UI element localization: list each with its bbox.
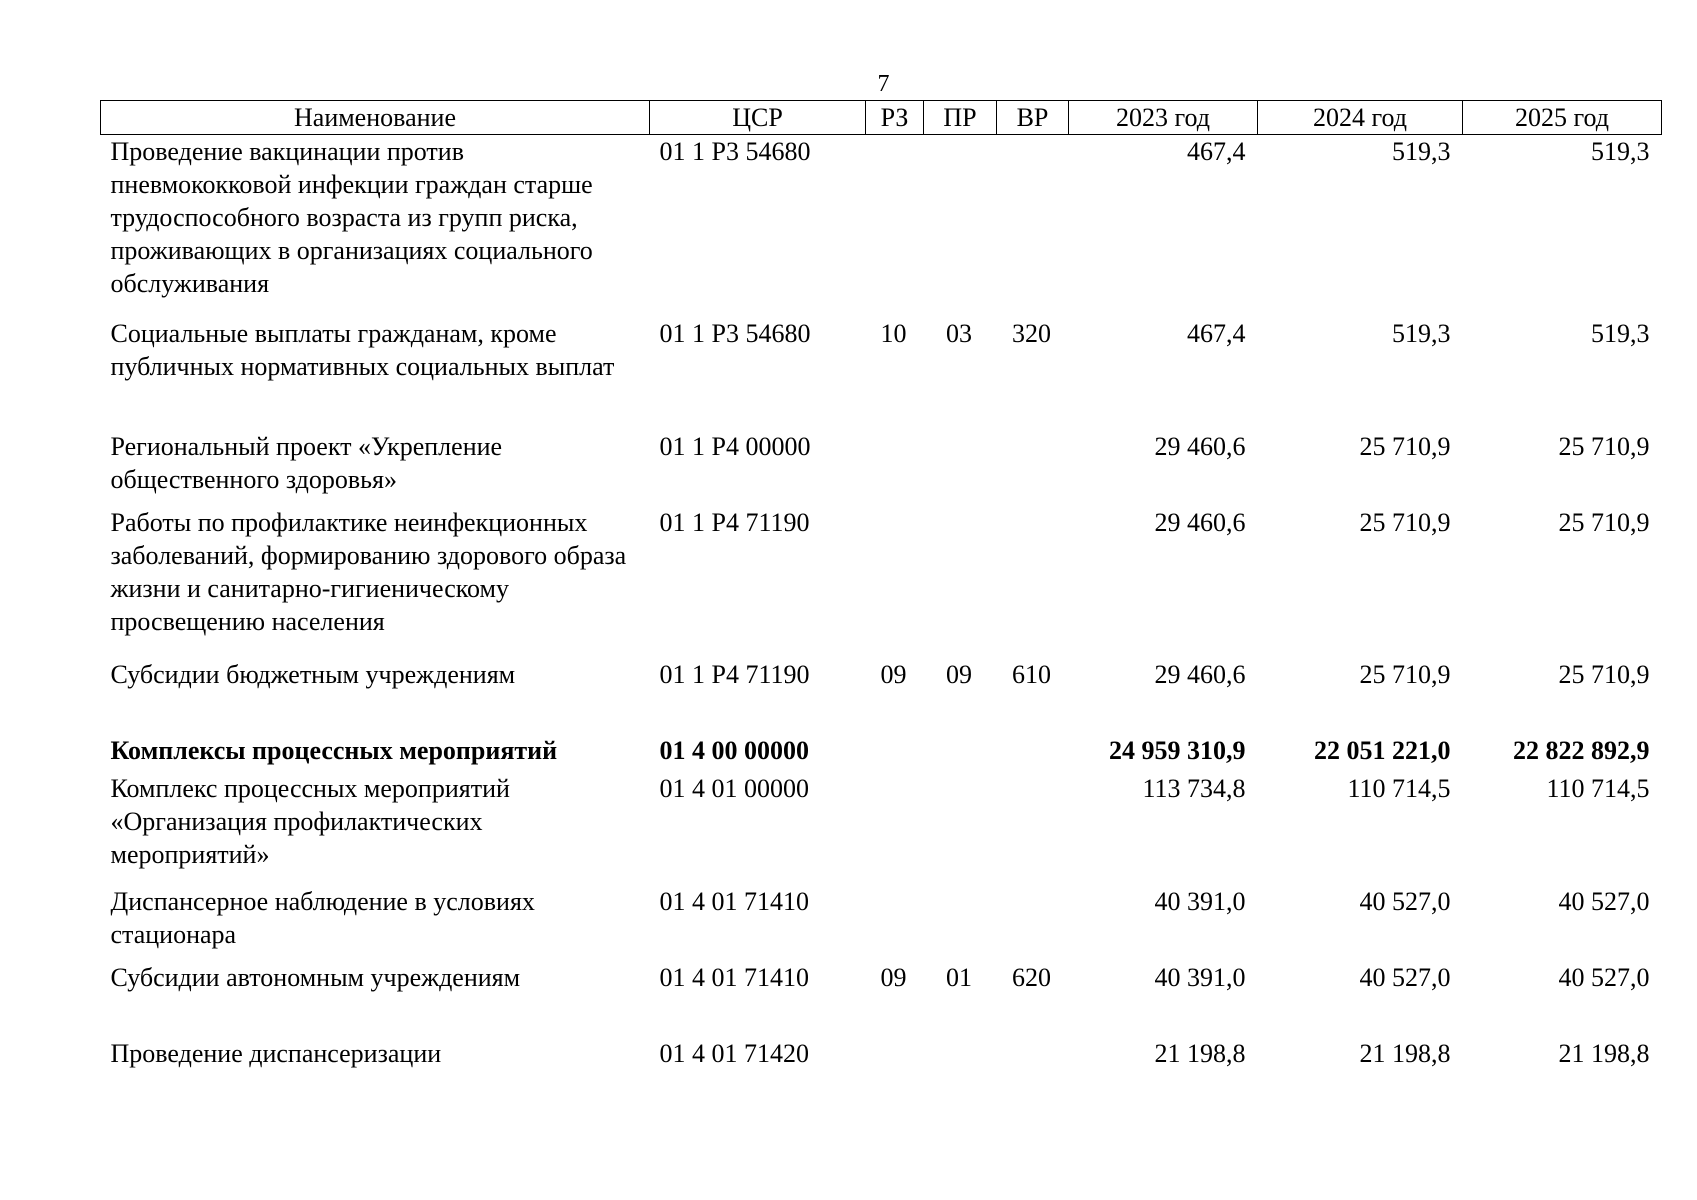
row-2024: 40 527,0 [1359, 962, 1451, 992]
table-row [101, 772, 1662, 885]
row-2023: 467,4 [1187, 137, 1246, 166]
budget-table [100, 100, 1662, 1075]
row-csr: 01 1 Р4 71190 [659, 659, 810, 689]
row-pr: 09 [946, 659, 972, 689]
row-pr [924, 135, 997, 317]
row-2024: 25 710,9 [1359, 659, 1451, 689]
row-csr: 01 1 Р4 71190 [659, 507, 810, 537]
row-name: Комплекс процессных мероприятий «Организация профилактических мероприятий» [110, 773, 510, 869]
row-csr: 01 1 Р3 54680 [659, 318, 811, 348]
row-2023: 21 198,8 [1154, 1038, 1246, 1068]
row-rz [866, 885, 924, 961]
row-pr [924, 772, 997, 885]
row-csr: 01 1 Р4 00000 [659, 431, 811, 461]
row-pr: 03 [946, 318, 972, 348]
row-csr: 01 4 01 71410 [659, 962, 809, 992]
row-2025: 21 198,8 [1558, 1038, 1650, 1068]
row-pr [924, 885, 997, 961]
row-2023: 29 460,6 [1154, 431, 1246, 461]
page-number: 7 [877, 71, 890, 97]
row-rz [866, 506, 924, 658]
row-vr: 620 [1012, 962, 1051, 992]
row-2025: 519,3 [1591, 137, 1650, 166]
row-rz: 09 [880, 962, 907, 992]
row-2025: 25 710,9 [1558, 507, 1650, 537]
row-2024: 25 710,9 [1359, 507, 1451, 537]
row-name: Комплексы процессных мероприятий [110, 735, 558, 765]
row-2023: 29 460,6 [1154, 507, 1246, 537]
row-csr: 01 4 01 00000 [659, 773, 809, 803]
row-rz [866, 734, 924, 772]
row-csr: 01 4 01 71410 [659, 886, 809, 916]
row-rz [866, 135, 924, 317]
row-csr: 01 4 01 71420 [659, 1038, 809, 1068]
header-pr: ПР [924, 101, 997, 135]
row-2025: 519,3 [1591, 318, 1650, 348]
row-2023: 40 391,0 [1154, 962, 1246, 992]
table-row [101, 734, 1662, 772]
row-2025: 110 714,5 [1546, 773, 1650, 803]
row-2024: 519,3 [1392, 137, 1451, 166]
table-row [101, 317, 1662, 430]
row-2023: 40 391,0 [1154, 886, 1246, 916]
row-vr: 320 [1012, 318, 1051, 348]
row-name: Проведение диспансеризации [110, 1038, 442, 1068]
row-2025: 40 527,0 [1558, 886, 1650, 916]
row-vr [997, 1037, 1069, 1075]
row-vr [997, 885, 1069, 961]
table-row [101, 506, 1662, 658]
row-2023: 113 734,8 [1142, 773, 1246, 803]
row-2025: 25 710,9 [1558, 659, 1650, 689]
row-2023: 29 460,6 [1154, 659, 1246, 689]
row-csr: 01 4 00 00000 [659, 735, 809, 765]
table-header-row [101, 101, 1662, 135]
header-2023: 2023 год [1069, 101, 1258, 135]
row-name: Диспансерное наблюдение в условиях стационара [110, 886, 535, 949]
row-2025: 40 527,0 [1558, 962, 1650, 992]
row-name: Региональный проект «Укрепление общественного здоровья» [110, 431, 503, 494]
row-pr [924, 1037, 997, 1075]
row-vr [997, 772, 1069, 885]
row-vr [997, 506, 1069, 658]
header-vr: ВР [997, 101, 1069, 135]
header-name: Наименование [101, 101, 650, 135]
row-2025: 25 710,9 [1558, 431, 1650, 461]
header-2025: 2025 год [1463, 101, 1662, 135]
row-name: Социальные выплаты гражданам, кроме публичных нормативных социальных выплат [110, 318, 615, 381]
row-2023: 24 959 310,9 [1109, 735, 1246, 765]
row-pr [924, 430, 997, 506]
row-csr: 01 1 Р3 54680 [659, 137, 811, 166]
row-name: Проведение вакцинации против пневмококковой инфекции граждан старше трудоспособного возраста из групп риска, проживающих в организациях социального обслуживания [110, 137, 593, 298]
header-rz: РЗ [866, 101, 924, 135]
table-row [101, 658, 1662, 734]
row-pr [924, 734, 997, 772]
table-row [101, 1037, 1662, 1075]
row-rz [866, 1037, 924, 1075]
row-name: Работы по профилактике неинфекционных заболеваний, формированию здорового образа жизни и санитарно-гигиеническому просвещению населения [110, 507, 627, 636]
row-2024: 110 714,5 [1347, 773, 1451, 803]
row-rz [866, 772, 924, 885]
row-name: Субсидии бюджетным учреждениям [110, 659, 516, 689]
row-2024: 40 527,0 [1359, 886, 1451, 916]
row-2023: 467,4 [1187, 318, 1246, 348]
row-rz [866, 430, 924, 506]
table-row [101, 961, 1662, 1037]
row-2024: 25 710,9 [1359, 431, 1451, 461]
header-csr: ЦСР [650, 101, 866, 135]
header-2024: 2024 год [1258, 101, 1463, 135]
row-vr [997, 734, 1069, 772]
row-2024: 22 051 221,0 [1314, 735, 1451, 765]
row-rz: 10 [880, 318, 907, 348]
row-pr: 01 [946, 962, 972, 992]
table-row [101, 885, 1662, 961]
row-2024: 519,3 [1392, 318, 1451, 348]
table-row [101, 135, 1662, 317]
row-name: Субсидии автономным учреждениям [110, 962, 521, 992]
row-2025: 22 822 892,9 [1513, 735, 1650, 765]
row-2024: 21 198,8 [1359, 1038, 1451, 1068]
table-row [101, 430, 1662, 506]
row-pr [924, 506, 997, 658]
row-vr: 610 [1012, 659, 1051, 689]
row-vr [997, 430, 1069, 506]
row-vr [997, 135, 1069, 317]
row-rz: 09 [880, 659, 907, 689]
